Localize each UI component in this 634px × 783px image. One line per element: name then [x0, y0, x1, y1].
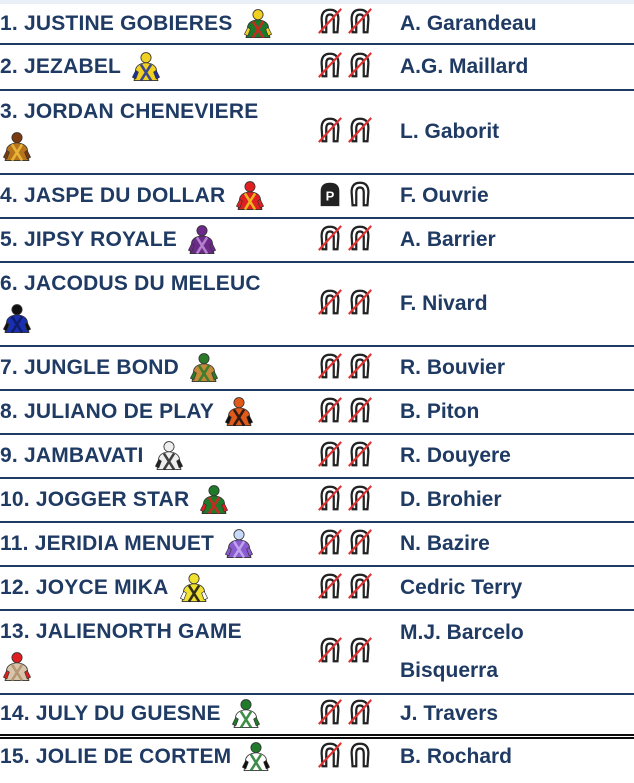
shoe-removed-icon	[316, 484, 344, 512]
shoe-removed-icon	[346, 528, 374, 556]
runner-row-7[interactable]	[0, 346, 634, 390]
runner-name-cell	[0, 218, 310, 262]
shoeing-cell	[310, 610, 400, 694]
runner-row-9[interactable]	[0, 434, 634, 478]
shoe-removed-icon	[316, 51, 344, 79]
runner-name: 3. JORDAN CHENEVIERE	[0, 100, 259, 123]
shoeing-cell	[310, 4, 400, 44]
shoeing-cell	[310, 478, 400, 522]
runner-row-15[interactable]	[0, 736, 634, 776]
jockey-name: J. Travers	[400, 702, 499, 726]
runner-name: 6. JACODUS DU MELEUC	[0, 272, 261, 295]
runner-name: 12. JOYCE MIKA	[0, 576, 169, 599]
horseshoe-icon	[346, 180, 374, 208]
runner-name: 7. JUNGLE BOND	[0, 356, 180, 379]
silk-icon	[197, 483, 231, 517]
shoeing-cell	[310, 566, 400, 610]
silk-icon	[152, 439, 186, 473]
silk-icon	[185, 223, 219, 257]
silk-icon	[187, 351, 221, 385]
shoeing-cell	[310, 218, 400, 262]
runner-name: 5. JIPSY ROYALE	[0, 228, 177, 251]
silk-icon	[0, 130, 34, 164]
runner-name-cell	[0, 694, 310, 736]
runner-row-3[interactable]	[0, 90, 634, 174]
shoe-removed-icon	[346, 440, 374, 468]
shoe-removed-icon	[346, 698, 374, 726]
silk-icon	[239, 740, 273, 774]
shoe-removed-icon	[316, 698, 344, 726]
runner-name: 2. JEZABEL	[0, 55, 122, 78]
runner-name-cell	[0, 346, 310, 390]
runners-table	[0, 4, 634, 776]
jockey-name-line2: Bisquerra	[400, 659, 499, 682]
runner-row-13[interactable]	[0, 610, 634, 694]
runner-row-14[interactable]	[0, 694, 634, 736]
jockey-name: B. Piton	[400, 400, 480, 423]
shoe-removed-icon	[316, 741, 344, 769]
jockey-name: R. Douyere	[400, 444, 511, 467]
shoe-removed-icon	[346, 288, 374, 316]
runner-name: 14. JULY DU GUESNE	[0, 702, 221, 726]
shoe-removed-icon	[316, 352, 344, 380]
shoe-removed-icon	[346, 396, 374, 424]
shoeing-cell	[310, 346, 400, 390]
runner-name: 1. JUSTINE GOBIERES	[0, 11, 233, 35]
shoe-removed-icon	[316, 528, 344, 556]
shoe-removed-icon	[316, 224, 344, 252]
silk-icon	[222, 395, 256, 429]
runner-name: 9. JAMBAVATI	[0, 444, 144, 467]
shoe-removed-icon	[346, 636, 374, 664]
runner-name: 11. JERIDIA MENUET	[0, 532, 215, 555]
runner-row-1[interactable]	[0, 4, 634, 44]
horseshoe-icon	[346, 741, 374, 769]
shoeing-cell	[310, 736, 400, 776]
shoe-removed-icon	[346, 7, 374, 35]
svg-text:P: P	[325, 188, 335, 204]
shoe-removed-icon	[346, 352, 374, 380]
runner-row-5[interactable]	[0, 218, 634, 262]
silk-icon	[229, 697, 263, 731]
shoeing-cell	[310, 174, 400, 218]
shoe-removed-icon	[316, 288, 344, 316]
runner-name: 13. JALIENORTH GAME	[0, 620, 242, 643]
runner-name-cell	[0, 522, 310, 566]
runner-name: 15. JOLIE DE CORTEM	[0, 745, 232, 769]
runner-row-8[interactable]	[0, 390, 634, 434]
shoe-removed-icon	[346, 224, 374, 252]
silk-icon	[0, 302, 34, 336]
shoe-removed-icon	[316, 636, 344, 664]
shoe-removed-icon	[316, 572, 344, 600]
runner-name-cell	[0, 736, 310, 776]
shoe-removed-icon	[316, 116, 344, 144]
shoe-removed-icon	[346, 572, 374, 600]
silk-icon	[129, 50, 163, 84]
silk-icon	[177, 571, 211, 605]
runner-row-4[interactable]	[0, 174, 634, 218]
shoeing-cell	[310, 434, 400, 478]
silk-icon	[222, 527, 256, 561]
shoeing-cell	[310, 390, 400, 434]
runner-name-cell	[0, 262, 310, 346]
jockey-name: L. Gaborit	[400, 120, 500, 143]
shoe-removed-icon	[346, 116, 374, 144]
runner-name-cell	[0, 174, 310, 218]
jockey-name: A. Garandeau	[400, 11, 537, 35]
jockey-name: R. Bouvier	[400, 356, 506, 379]
runner-name-cell	[0, 434, 310, 478]
runner-name: 10. JOGGER STAR	[0, 488, 190, 511]
jockey-name: N. Bazire	[400, 532, 490, 555]
jockey-name: B. Rochard	[400, 745, 513, 769]
shoe-removed-icon	[316, 396, 344, 424]
jockey-name: D. Brohier	[400, 488, 502, 511]
runner-name-cell	[0, 90, 310, 174]
shoe-removed-icon	[316, 7, 344, 35]
jockey-name: A. Barrier	[400, 228, 496, 251]
silk-icon	[0, 650, 34, 684]
jockey-name: F. Ouvrie	[400, 184, 489, 207]
jockey-name	[400, 610, 634, 694]
runner-name-cell	[0, 566, 310, 610]
runner-name-cell	[0, 4, 310, 44]
shoeing-cell	[310, 90, 400, 174]
runner-name: 4. JASPE DU DOLLAR	[0, 184, 226, 207]
runner-row-6[interactable]	[0, 262, 634, 346]
shoeing-cell	[310, 262, 400, 346]
runner-name-cell	[0, 44, 310, 90]
jockey-name-line1: M.J. Barcelo	[400, 621, 524, 644]
jockey-name: A.G. Maillard	[400, 55, 529, 78]
shoe-removed-icon	[346, 51, 374, 79]
runner-name-cell	[0, 610, 310, 694]
runner-name-cell	[0, 478, 310, 522]
runner-name: 8. JULIANO DE PLAY	[0, 400, 215, 423]
runner-row-10[interactable]	[0, 478, 634, 522]
runner-row-2[interactable]	[0, 44, 634, 90]
jockey-name: Cedric Terry	[400, 576, 523, 599]
shoe-removed-icon	[346, 484, 374, 512]
jockey-name: F. Nivard	[400, 292, 488, 315]
silk-icon	[233, 179, 267, 213]
shoeing-cell	[310, 44, 400, 90]
shoeing-cell	[310, 694, 400, 736]
runner-row-11[interactable]	[0, 522, 634, 566]
shoeing-cell	[310, 522, 400, 566]
runner-name-cell	[0, 390, 310, 434]
runner-row-12[interactable]	[0, 566, 634, 610]
plate-icon	[316, 180, 344, 208]
silk-icon	[241, 7, 275, 41]
shoe-removed-icon	[316, 440, 344, 468]
